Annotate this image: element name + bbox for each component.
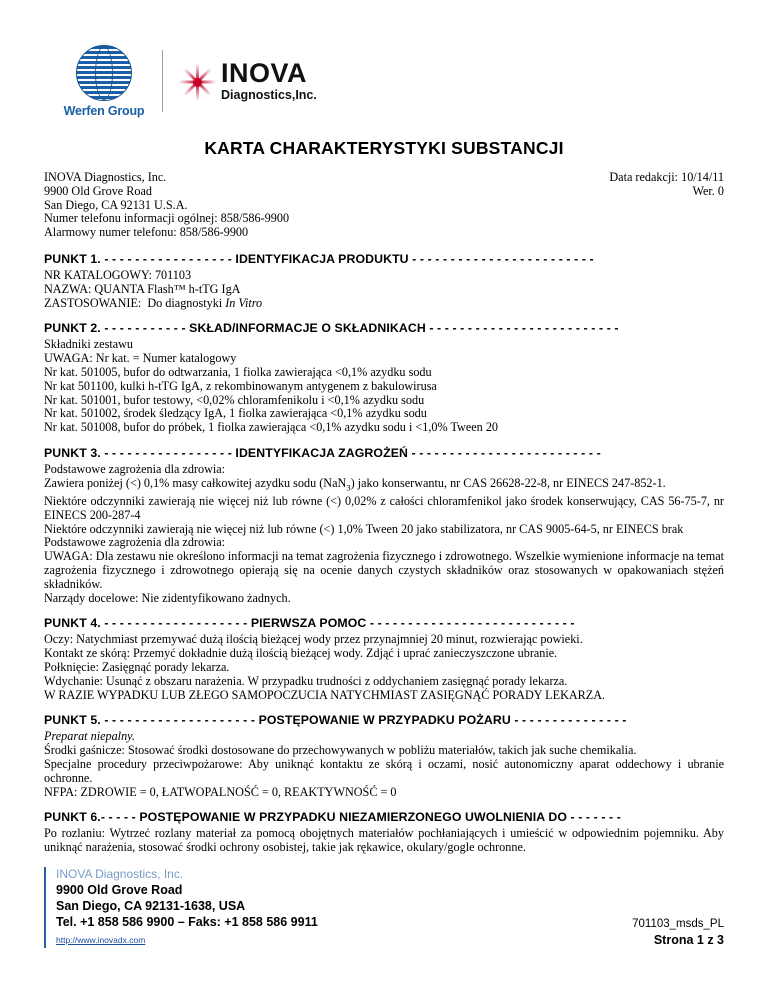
section-line: Specjalne procedury przeciwpożarowe: Aby uniknąć kontaktu ze skórą i oczami, nosić autonomiczny aparat oddechowy i ubranie ochronne. [44,756,724,785]
section-line: NFPA: ZDROWIE = 0, ŁATWOPALNOŚĆ = 0, REAKTYWNOŚĆ = 0 [44,784,397,799]
section-line: Składniki zestawu [44,337,134,352]
section-line: Nr kat 501100, kulki h-tTG IgA, z rekombinowanym antygenem z bakulowirusa [44,378,437,393]
section-line: Podstawowe zagrożenia dla zdrowia: [44,461,226,476]
section-line: ZASTOSOWANIE: Do diagnostyki In Vitro [44,295,263,310]
section-heading: PUNKT 1. - - - - - - - - - - - - - - - - - IDENTYFIKACJA PRODUKTU - - - - - - - - - - - - - - - - - - - - - - - - [44,251,594,266]
section-line: NR KATALOGOWY: 701103 [44,267,192,282]
section-6 [44,810,724,855]
footer-doc-code: 701103_msds_PL [632,918,724,930]
section-4 [44,616,724,702]
section-3 [44,446,724,605]
footer-phone: Tel. +1 858 586 9900 – Faks: +1 858 586 9911 [56,915,318,929]
version: Wer. 0 [692,183,724,198]
footer-page-number: Strona 1 z 3 [653,933,724,947]
section-heading: PUNKT 2. - - - - - - - - - - - SKŁAD/INFORMACJE O SKŁADNIKACH - - - - - - - - - - - - - - - - - - - - - - - - - [44,321,619,336]
section-heading: PUNKT 4. - - - - - - - - - - - - - - - - - - - PIERWSZA POMOC - - - - - - - - - - - - - - - - - - - - - - - - - - - [44,616,575,631]
revision-info [609,171,724,198]
section-line: NAZWA: QUANTA Flash™ h-tTG IgA [44,281,241,296]
footer-website-link[interactable]: http://www.inovadx.com [56,935,146,945]
section-line: Nr kat. 501002, środek śledzący IgA, 1 fiolka zawierająca <0,1% azydku sodu [44,406,427,421]
section-line: Nr kat. 501005, bufor do odtwarzania, 1 fiolka zawierająca <0,1% azydku sodu [44,364,432,379]
section-1 [44,252,724,310]
inova-name: INOVA [221,58,308,88]
section-heading: PUNKT 3. - - - - - - - - - - - - - - - - - IDENTYFIKACJA ZAGROŻEŃ - - - - - - - - - - - - - - - - - - - - - - - - - [44,445,601,460]
section-line: Podstawowe zagrożenia dla zdrowia: [44,535,226,550]
logo-header [52,42,724,120]
company-city: San Diego, CA 92131 U.S.A. [44,197,188,212]
page-footer [44,867,724,948]
werfen-group-logo [52,45,156,118]
footer-doc-info [632,917,724,948]
section-line: Środki gaśnicze: Stosować środki dostosowane do przechowywanych w pobliżu materiałów, takich jak suche chemikalia. [44,743,637,758]
company-emergency-phone: Alarmowy numer telefonu: 858/586-9900 [44,225,249,240]
section-line: W RAZIE WYPADKU LUB ZŁEGO SAMOPOCZUCIA NATYCHMIAST ZASIĘGNĄĆ PORADY LEKARZA. [44,687,606,702]
section-line: UWAGA: Dla zestawu nie określono informacji na temat zagrożenia fizycznego i zdrowotnego. Wszelkie wymienione informacje na temat zagrożenia fizycznego i zdrowotnego opierają się na ocenie danych czystych składników oraz stosowanych w opakowaniach stężeń składników. [44,549,724,591]
revision-date: Data redakcji: 10/14/11 [609,170,724,184]
footer-city: San Diego, CA 92131-1638, USA [56,899,246,913]
section-line: Kontakt ze skórą: Przemyć dokładnie dużą ilością bieżącej wody. Zdjąć i uprać zanieczyszczone ubranie. [44,646,558,661]
company-address-block [44,171,724,240]
footer-company: INOVA Diagnostics, Inc. [56,867,184,881]
company-info-phone: Numer telefonu informacji ogólnej: 858/586-9900 [44,211,290,226]
globe-icon [76,45,132,101]
section-line: Nr kat. 501008, bufor do próbek, 1 fiolka zawierająca <0,1% azydku sodu i <1,0% Tween 20 [44,420,499,435]
company-name: INOVA Diagnostics, Inc. [44,170,167,184]
section-heading: PUNKT 5. - - - - - - - - - - - - - - - - - - - - POSTĘPOWANIE W PRZYPADKU POŻARU - - - - - - - - - - - - - - - [44,713,627,728]
section-line: Nr kat. 501001, bufor testowy, <0,02% chloramfenikolu i <0,1% azydku sodu [44,392,425,407]
section-2 [44,321,724,435]
inova-subtitle: Diagnostics,Inc. [221,88,317,102]
section-line: Połknięcie: Zasięgnąć porady lekarza. [44,659,230,674]
werfen-label: Werfen Group [63,103,145,118]
section-5 [44,713,724,799]
section-line: Narządy docelowe: Nie zidentyfikowano żadnych. [44,590,291,605]
section-line: Zawiera poniżej (<) 0,1% masy całkowitej azydku sodu (NaN$_3$) jako konserwantu, nr CAS 26628-22-8, nr EINECS 247-852-1. [44,475,666,493]
section-line: Niektóre odczynniki zawierają nie więcej niż lub równe (<) 1,0% Tween 20 jako stabilizatora, nr CAS 9005-64-5, nr EINECS brak [44,521,684,536]
section-line: Niektóre odczynniki zawierają nie więcej niż lub równe (<) 0,02% z całości chloramfenikol jako środek konserwujący, CAS 56-75-7, nr EINECS 200-287-4 [44,493,724,522]
section-line: Po rozlaniu: Wytrzeć rozlany materiał za pomocą obojętnych materiałów pochłaniających i umieścić w odpowiednim pojemniku. Aby uniknąć narażenia, stosować środki ochrony osobistej, takie jak rękawice, okulary/gogle ochronne. [44,826,724,855]
inova-logo [177,60,317,102]
section-line: Preparat niepalny. [44,729,135,744]
section-line: UWAGA: Nr kat. = Numer katalogowy [44,351,237,366]
starburst-icon [177,62,217,102]
company-street: 9900 Old Grove Road [44,183,152,198]
inova-wordmark [221,60,317,102]
section-line: Oczy: Natychmiast przemywać dużą ilością bieżącej wody przez przynajmniej 20 minut, rozwierając powieki. [44,632,583,647]
logo-divider [162,50,163,112]
page-title: KARTA CHARAKTERYSTYKI SUBSTANCJI [204,138,564,158]
footer-street: 9900 Old Grove Road [56,883,183,897]
section-heading: PUNKT 6.- - - - - POSTĘPOWANIE W PRZYPADKU NIEZAMIERZONEGO UWOLNIENIA DO - - - - - - - [44,810,621,825]
section-line: Wdychanie: Usunąć z obszaru narażenia. W przypadku trudności z oddychaniem zasięgnąć porady lekarza. [44,673,568,688]
